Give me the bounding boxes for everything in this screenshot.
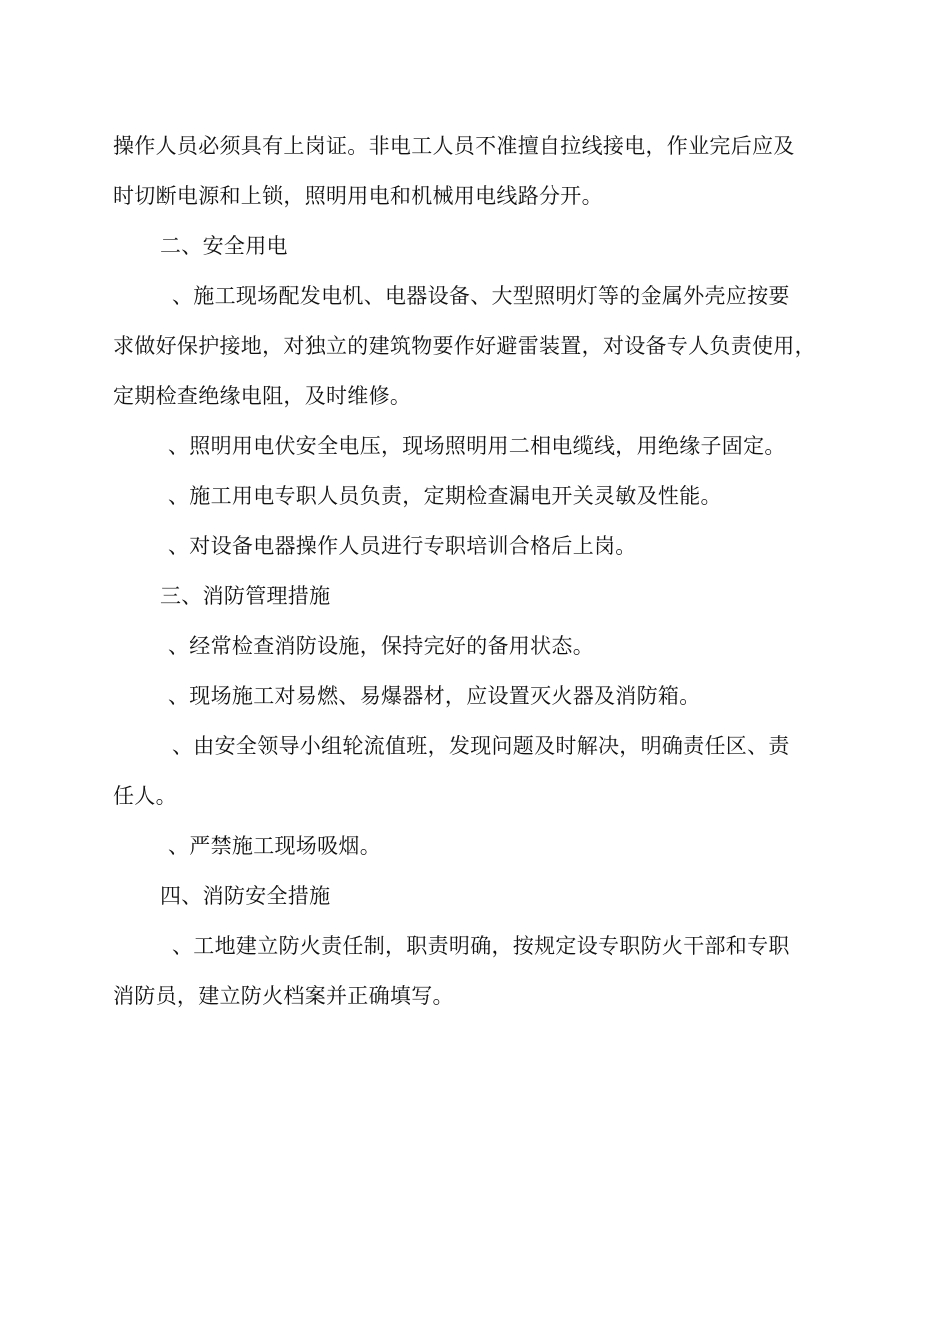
section-heading: 三、消防管理措施 (160, 584, 331, 608)
list-item-line: 、现场施工对易燃、易爆器材，应设置灭火器及消防箱。 (168, 684, 701, 708)
list-item-line: 、经常检查消防设施，保持完好的备用状态。 (168, 634, 594, 658)
list-item-line: 、对设备电器操作人员进行专职培训合格后上岗。 (168, 534, 637, 558)
section-heading: 四、消防安全措施 (160, 884, 331, 908)
paragraph-line: 定期检查绝缘电阻，及时维修。 (113, 384, 412, 408)
list-item-line: 、工地建立防火责任制，职责明确，按规定设专职防火干部和专职 (172, 934, 790, 958)
list-item-line: 、照明用电伏安全电压，现场照明用二相电缆线，用绝缘子固定。 (168, 434, 786, 458)
list-item-line: 、严禁施工现场吸烟。 (168, 834, 381, 858)
paragraph-line: 操作人员必须具有上岗证。非电工人员不准擅自拉线接电，作业完后应及 (113, 134, 795, 158)
list-item-line: 、由安全领导小组轮流值班，发现问题及时解决，明确责任区、责 (172, 734, 790, 758)
section-heading: 二、安全用电 (160, 234, 288, 258)
paragraph-line: 任人。 (113, 784, 177, 808)
paragraph-line: 消防员，建立防火档案并正确填写。 (113, 984, 454, 1008)
paragraph-line: 时切断电源和上锁，照明用电和机械用电线路分开。 (113, 184, 603, 208)
paragraph-line: 求做好保护接地，对独立的建筑物要作好避雷装置，对设备专人负责使用， (113, 334, 816, 358)
list-item-line: 、施工用电专职人员负责，定期检查漏电开关灵敏及性能。 (168, 484, 722, 508)
document-body (113, 121, 838, 1021)
list-item-line: 、施工现场配发电机、电器设备、大型照明灯等的金属外壳应按要 (172, 284, 790, 308)
